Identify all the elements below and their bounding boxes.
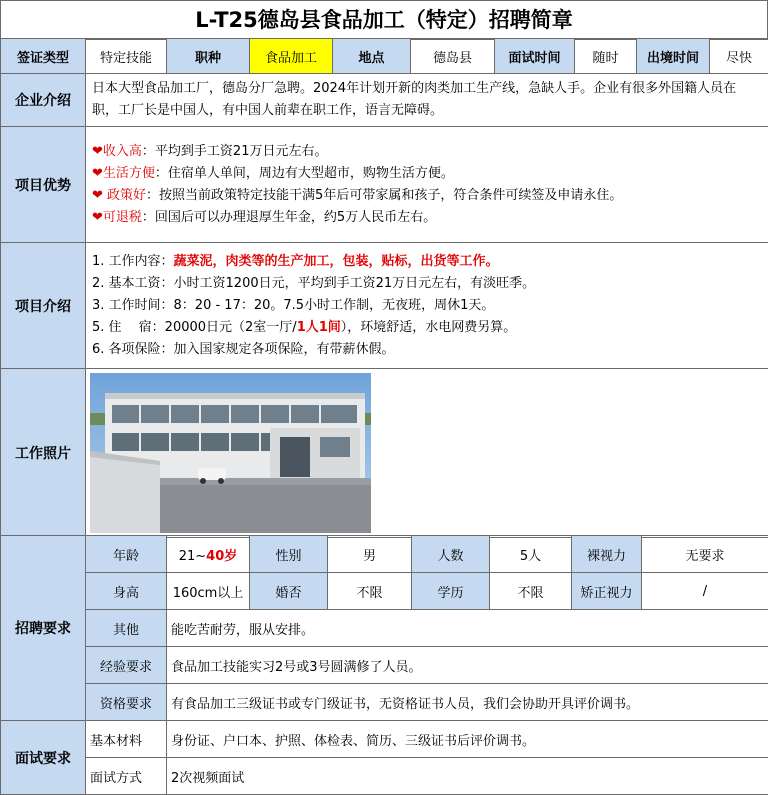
materials-value: 身份证、户口本、护照、体检表、简历、三级证书后评价调书。: [167, 721, 768, 758]
interview-table: [0, 720, 768, 795]
materials-label: 基本材料: [86, 721, 167, 758]
factory-photo: [90, 373, 371, 533]
age-value: [167, 536, 250, 573]
advantage-text: ：按照当前政策特定技能干满5年后可带家属和孩子，符合条件可续签及申请永住。: [146, 187, 623, 203]
work-photo-cell: [86, 369, 768, 538]
interview-label: 面试要求: [1, 721, 86, 795]
advantage-item: [92, 163, 762, 185]
corrected-vision-value: /: [642, 573, 768, 610]
project-line-highlight: 1人1间: [296, 319, 341, 335]
project-line: 6. 各项保险：加入国家规定各项保险，有带薪休假。: [92, 341, 395, 357]
advantage-key: 生活方便: [102, 165, 155, 181]
advantage-item: [92, 141, 762, 163]
marital-label: 婚否: [250, 573, 328, 610]
project-line: 2. 基本工资：小时工资1200日元，平均到手工资21万日元左右，有淡旺季。: [92, 275, 536, 291]
interview-method-label: 面试方式: [86, 758, 167, 795]
age-max: 40岁: [206, 548, 238, 564]
age-prefix: 21~: [178, 548, 207, 564]
heart-icon: ❤: [92, 209, 103, 225]
qualification-label: 资格要求: [86, 684, 167, 721]
advantage-key: 政策好: [102, 187, 147, 203]
requirements-label: 招聘要求: [1, 536, 86, 721]
advantage-item: [92, 185, 762, 207]
company-intro-label: 企业介绍: [1, 74, 86, 127]
project-line-suffix: ），环境舒适，水电网费另算。: [340, 319, 517, 335]
visa-type-label: 签证类型: [1, 39, 86, 74]
project-line-highlight: 蔬菜泥，肉类等的生产加工，包装，贴标，出货等工作。: [173, 253, 499, 269]
project-line: [92, 317, 762, 339]
location-label: 地点: [333, 39, 411, 74]
other-value: 能吃苦耐劳，服从安排。: [167, 610, 768, 647]
headcount-label: 人数: [412, 536, 490, 573]
summary-row: [0, 38, 768, 74]
heart-icon: ❤: [92, 165, 103, 181]
gender-label: 性别: [250, 536, 328, 573]
departure-time-label: 出境时间: [637, 39, 710, 74]
requirements-table: [0, 535, 768, 721]
interview-method-value: 2次视频面试: [167, 758, 768, 795]
advantages-list: [86, 127, 768, 243]
job-type-label: 职种: [167, 39, 250, 74]
education-value: 不限: [490, 573, 572, 610]
advantage-key: 收入高: [102, 143, 142, 159]
departure-time-value: 尽快: [710, 39, 768, 74]
headcount-value: 5人: [490, 536, 572, 573]
project-line-prefix: 1. 工作内容：: [92, 253, 174, 269]
visa-type-value: 特定技能: [86, 39, 167, 74]
factory-building-image: [90, 373, 371, 533]
company-intro-text: 日本大型食品加工厂，德岛分厂急聘。2024年计划开新的肉类加工生产线，急缺人手。企业有很多外国籍人员在职，工厂长是中国人，有中国人前辈在职工作，语言无障碍。: [86, 74, 768, 127]
experience-value: 食品加工技能实习2号或3号圆满修了人员。: [167, 647, 768, 684]
page-title: L-T25德岛县食品加工（特定）招聘简章: [0, 0, 768, 40]
interview-time-value: 随时: [575, 39, 637, 74]
details-table: [0, 73, 768, 538]
project-line-prefix: 5. 住 宿：20000日元（2室一厅/: [92, 319, 297, 335]
heart-icon: ❤: [92, 143, 103, 159]
advantage-text: ：平均到手工资21万日元左右。: [141, 143, 328, 159]
advantage-item: [92, 207, 762, 229]
education-label: 学历: [412, 573, 490, 610]
marital-value: 不限: [328, 573, 412, 610]
other-label: 其他: [86, 610, 167, 647]
advantage-text: ：回国后可以办理退厚生年金，约5万人民币左右。: [141, 209, 437, 225]
advantage-key: 可退税: [102, 209, 142, 225]
qualification-value: 有食品加工三级证书或专门级证书，无资格证书人员，我们会协助开具评价调书。: [167, 684, 768, 721]
project-line: 3. 工作时间：8：20 - 17：20。7.5小时工作制，无夜班，周休1天。: [92, 297, 495, 313]
interview-time-label: 面试时间: [495, 39, 575, 74]
gender-value: 男: [328, 536, 412, 573]
heart-icon: ❤: [92, 187, 103, 203]
naked-vision-value: 无要求: [642, 536, 768, 573]
height-value: 160cm以上: [167, 573, 250, 610]
job-type-value: 食品加工: [250, 39, 333, 74]
project-intro-label: 项目介绍: [1, 243, 86, 369]
age-label: 年龄: [86, 536, 167, 573]
location-value: 德岛县: [411, 39, 495, 74]
advantage-text: ：住宿单人单间，周边有大型超市，购物生活方便。: [154, 165, 454, 181]
naked-vision-label: 裸视力: [572, 536, 642, 573]
advantages-label: 项目优势: [1, 127, 86, 243]
project-line: [92, 251, 762, 273]
experience-label: 经验要求: [86, 647, 167, 684]
work-photo-label: 工作照片: [1, 369, 86, 538]
height-label: 身高: [86, 573, 167, 610]
corrected-vision-label: 矫正视力: [572, 573, 642, 610]
project-intro-list: [86, 243, 768, 369]
